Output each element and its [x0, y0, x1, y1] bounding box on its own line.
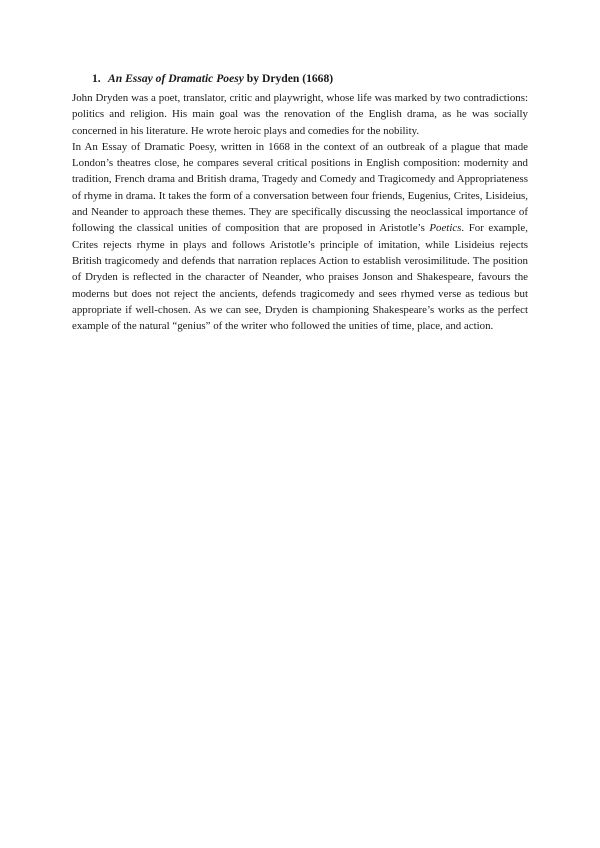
- section-heading: [92, 70, 528, 88]
- paragraph-essay-summary: [72, 139, 528, 335]
- poetics-title: Poetics: [429, 222, 462, 235]
- paragraph-text: . For example, Crites rejects rhyme in plays and follows Aristotle’s principle of imitation, while Lisideius rejects British tragicomedy and defends that narration replaces Action to establish verosimilitude. The position of Dryden is reflected in the character of Neander, who praises Jonson and Shakespeare, favours the moderns but does not reject the ancients, defends tragicomedy and sees rhymed verse as tedious but appropriate if well-chosen. As we can see, Dryden is championing Shakespeare’s works as the perfect example of the natural “genius” of the writer who followed the unities of time, place, and action.: [72, 222, 528, 333]
- essay-title: An Essay of Dramatic Poesy: [108, 72, 244, 85]
- paragraph-biography: [72, 90, 528, 139]
- heading-author-year: by Dryden (1668): [243, 72, 334, 85]
- paragraph-text: John Dryden was a poet, translator, critic and playwright, whose life was marked by two contradictions: politics and religion. His main goal was the renovation of the English drama, as he was socially concerned in his literature. He wrote heroic plays and comedies for the nobility.: [72, 92, 528, 137]
- paragraph-text: In An Essay of Dramatic Poesy, written in 1668 in the context of an outbreak of a plague that made London’s theatres close, he compares several critical positions in English composition: modernity and tradition, French drama and British drama, Tragedy and Comedy and Tragicomedy and Appropriateness of rhyme in drama. It takes the form of a conversation between four friends, Eugenius, Crites, Lisideius, and Neander to approach these themes. They are specifically discussing the neoclassical importance of following the classical unities of composition that are proposed in Aristotle’s: [72, 140, 528, 235]
- document-page: [72, 70, 528, 334]
- section-number: 1.: [92, 72, 101, 85]
